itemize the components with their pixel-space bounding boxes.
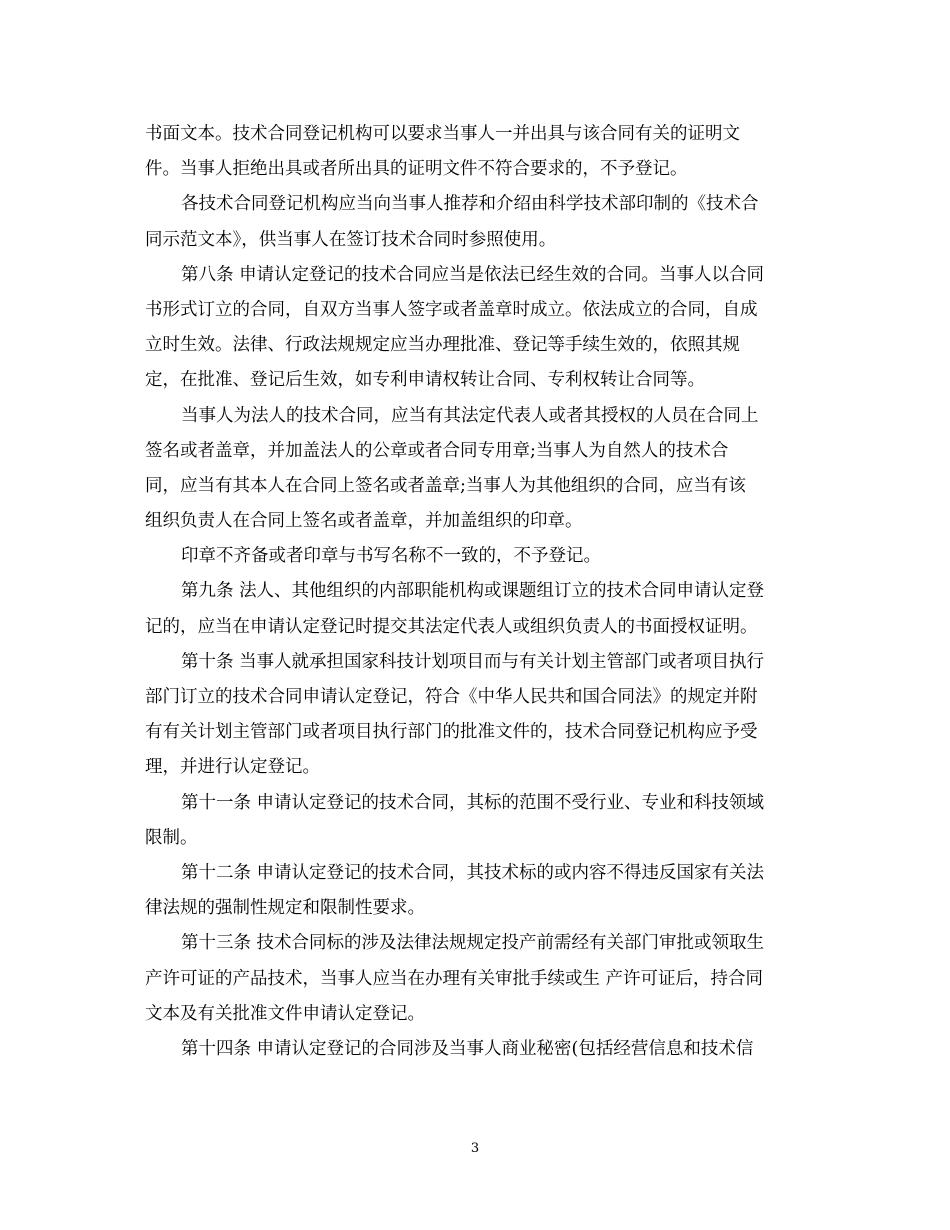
text-line: 第十条 当事人就承担国家科技计划项目而与有关计划主管部门或者项目执行	[181, 651, 765, 672]
text-line: 第十二条 申请认定登记的技术合同，其技术标的或内容不得违反国家有关法	[181, 862, 765, 883]
text-line: 同示范文本》，供当事人在签订技术合同时参照使用。	[145, 229, 557, 250]
text-line: 件。当事人拒绝出具或者所出具的证明文件不符合要求的，不予登记。	[145, 159, 688, 180]
text-line: 立时生效。法律、行政法规规定应当办理批准、登记等手续生效的，依照其规	[145, 335, 740, 356]
text-line: 各技术合同登记机构应当向当事人推荐和介绍由科学技术部印制的《技术合	[181, 194, 759, 215]
text-line: 定，在批准、登记后生效，如专利申请权转让合同、专利权转让合同等。	[145, 370, 705, 391]
text-line: 律法规的强制性规定和限制性要求。	[145, 898, 425, 919]
text-line: 第十三条 技术合同标的涉及法律法规规定投产前需经有关部门审批或领取生	[181, 933, 765, 954]
text-line: 限制。	[145, 827, 198, 848]
text-line: 有有关计划主管部门或者项目执行部门的批准文件的，技术合同登记机构应予受	[145, 722, 758, 743]
text-line: 记的，应当在申请认定登记时提交其法定代表人或组织负责人的书面授权证明。	[145, 616, 758, 637]
text-line: 第九条 法人、其他组织的内部职能机构或课题组订立的技术合同申请认定登	[181, 581, 765, 602]
text-line: 印章不齐备或者印章与书写名称不一致的，不予登记。	[181, 546, 601, 567]
text-line: 当事人为法人的技术合同，应当有其法定代表人或者其授权的人员在合同上	[181, 405, 759, 426]
body-text	[145, 117, 807, 1067]
text-line: 文本及有关批准文件申请认定登记。	[145, 1003, 425, 1024]
text-line: 签名或者盖章，并加盖法人的公章或者合同专用章;当事人为自然人的技术合	[145, 440, 729, 461]
text-line: 第十一条 申请认定登记的技术合同，其标的范围不受行业、专业和科技领域	[181, 792, 765, 813]
text-line: 理，并进行认定登记。	[145, 757, 320, 778]
page-number: 3	[470, 1141, 480, 1156]
text-line: 部门订立的技术合同申请认定登记，符合《中华人民共和国合同法》的规定并附	[145, 687, 758, 707]
text-line: 组织负责人在合同上签名或者盖章，并加盖组织的印章。	[145, 511, 583, 532]
text-line: 产许可证的产品技术，当事人应当在办理有关审批手续或生 产许可证后，持合同	[145, 968, 764, 989]
text-line: 书形式订立的合同，自双方当事人签字或者盖章时成立。依法成立的合同，自成	[145, 299, 758, 320]
text-line: 同，应当有其本人在合同上签名或者盖章;当事人为其他组织的合同，应当有该	[145, 475, 746, 496]
text-line: 第十四条 申请认定登记的合同涉及当事人商业秘密(包括经营信息和技术信	[181, 1038, 754, 1059]
text-line: 第八条 申请认定登记的技术合同应当是依法已经生效的合同。当事人以合同	[181, 264, 765, 285]
text-line: 书面文本。技术合同登记机构可以要求当事人一并出具与该合同有关的证明文	[145, 124, 740, 144]
